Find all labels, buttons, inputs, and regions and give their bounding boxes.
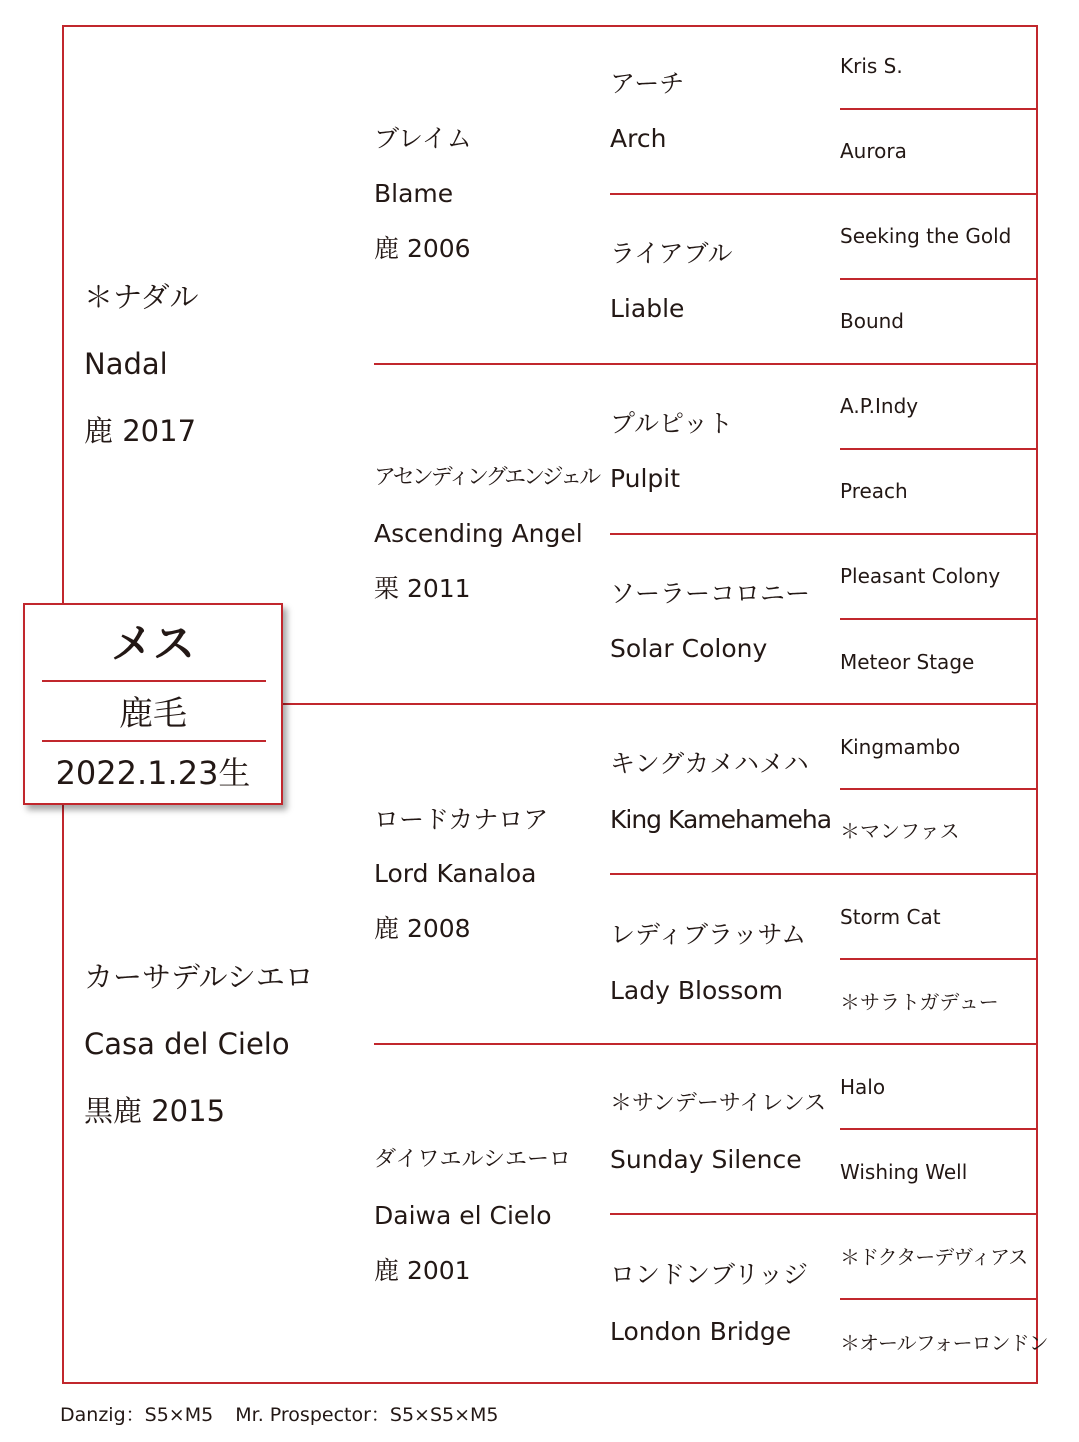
g4-10: Storm Cat — [840, 905, 941, 929]
g2-2-kana: ロードカナロア — [374, 805, 549, 834]
g3-4-name: King Kamehameha — [610, 805, 832, 834]
g3-2-name: Pulpit — [610, 464, 681, 493]
divider-g2-2 — [374, 1043, 1038, 1045]
dam-info: 黒鹿 2015 — [84, 1094, 226, 1128]
self-sep-1 — [42, 680, 266, 682]
g3-0-name: Arch — [610, 124, 667, 153]
g4-13: Wishing Well — [840, 1160, 968, 1184]
g3-1-kana: ライアブル — [610, 239, 733, 268]
g4-7: Meteor Stage — [840, 650, 975, 674]
divider-g3-2 — [610, 533, 1038, 535]
self-born: 2022.1.23生 — [55, 754, 251, 792]
g4-6: Pleasant Colony — [840, 564, 1001, 588]
g3-7-kana: ロンドンブリッジ — [610, 1260, 809, 1289]
g3-7-name: London Bridge — [610, 1317, 792, 1346]
divider-g4-7 — [840, 1128, 1038, 1130]
dam-name: Casa del Cielo — [84, 1027, 290, 1061]
g3-3-name: Solar Colony — [610, 634, 768, 663]
divider-g3-1 — [610, 193, 1038, 195]
sire-kana: ＊ナダル — [84, 280, 199, 314]
g3-3-kana: ソーラーコロニー — [610, 579, 811, 608]
g2-1-kana: アセンディングエンジェル — [374, 465, 599, 490]
g2-0-info: 鹿 2006 — [374, 234, 471, 263]
sire-info: 鹿 2017 — [84, 414, 197, 448]
divider-g4-2 — [840, 278, 1038, 280]
g3-5-name: Lady Blossom — [610, 976, 783, 1005]
g4-11: ＊サラトガデュー — [840, 990, 999, 1014]
inbreeding-danzig: Danzig：S5×M5 — [60, 1404, 214, 1426]
g3-5-kana: レディブラッサム — [610, 920, 807, 949]
g2-1-name: Ascending Angel — [374, 519, 583, 548]
divider-g4-5 — [840, 788, 1038, 790]
g3-1-name: Liable — [610, 294, 685, 323]
divider-sire-dam — [283, 703, 1038, 705]
divider-g4-6 — [840, 958, 1038, 960]
g4-0: Kris S. — [840, 54, 903, 78]
inbreeding-mr-prospector: Mr. Prospector：S5×S5×M5 — [235, 1404, 499, 1426]
g2-0-name: Blame — [374, 179, 454, 208]
g2-1-info: 栗 2011 — [374, 574, 471, 603]
g3-4-kana: キングカメハメハ — [610, 749, 809, 778]
divider-g3-3 — [610, 873, 1038, 875]
self-color: 鹿毛 — [119, 694, 187, 734]
g2-3-kana: ダイワエルシエーロ — [374, 1147, 572, 1172]
g3-6-kana: ＊サンデーサイレンス — [610, 1091, 827, 1116]
g4-3: Bound — [840, 309, 905, 333]
self-sex: メス — [110, 619, 195, 668]
g4-8: Kingmambo — [840, 735, 961, 759]
g4-2: Seeking the Gold — [840, 224, 1012, 248]
self-sep-2 — [42, 740, 266, 742]
g3-6-name: Sunday Silence — [610, 1145, 802, 1174]
dam-kana: カーサデルシエロ — [84, 960, 314, 994]
divider-g3-4 — [610, 1213, 1038, 1215]
g4-14: ＊ドクターデヴィアス — [840, 1245, 1028, 1269]
divider-g4-4 — [840, 618, 1038, 620]
g2-0-kana: ブレイム — [374, 124, 472, 153]
g4-15: ＊オールフォーロンドン — [840, 1331, 1048, 1355]
sire-name: Nadal — [84, 347, 168, 381]
g2-2-name: Lord Kanaloa — [374, 859, 537, 888]
g4-12: Halo — [840, 1075, 886, 1099]
g4-5: Preach — [840, 479, 908, 503]
g2-3-name: Daiwa el Cielo — [374, 1201, 552, 1230]
divider-g4-3 — [840, 448, 1038, 450]
g2-2-info: 鹿 2008 — [374, 914, 471, 943]
divider-g2-1 — [374, 363, 1038, 365]
g3-2-kana: プルピット — [610, 409, 734, 438]
g4-1: Aurora — [840, 139, 907, 163]
g4-4: A.P.Indy — [840, 394, 919, 418]
g2-3-info: 鹿 2001 — [374, 1256, 471, 1285]
divider-g4-8 — [840, 1298, 1038, 1300]
g4-9: ＊マンファス — [840, 819, 960, 843]
inbreeding-notes — [60, 1400, 499, 1427]
g3-0-kana: アーチ — [610, 69, 685, 98]
divider-g4-1 — [840, 108, 1038, 110]
self-info-box — [23, 603, 283, 805]
